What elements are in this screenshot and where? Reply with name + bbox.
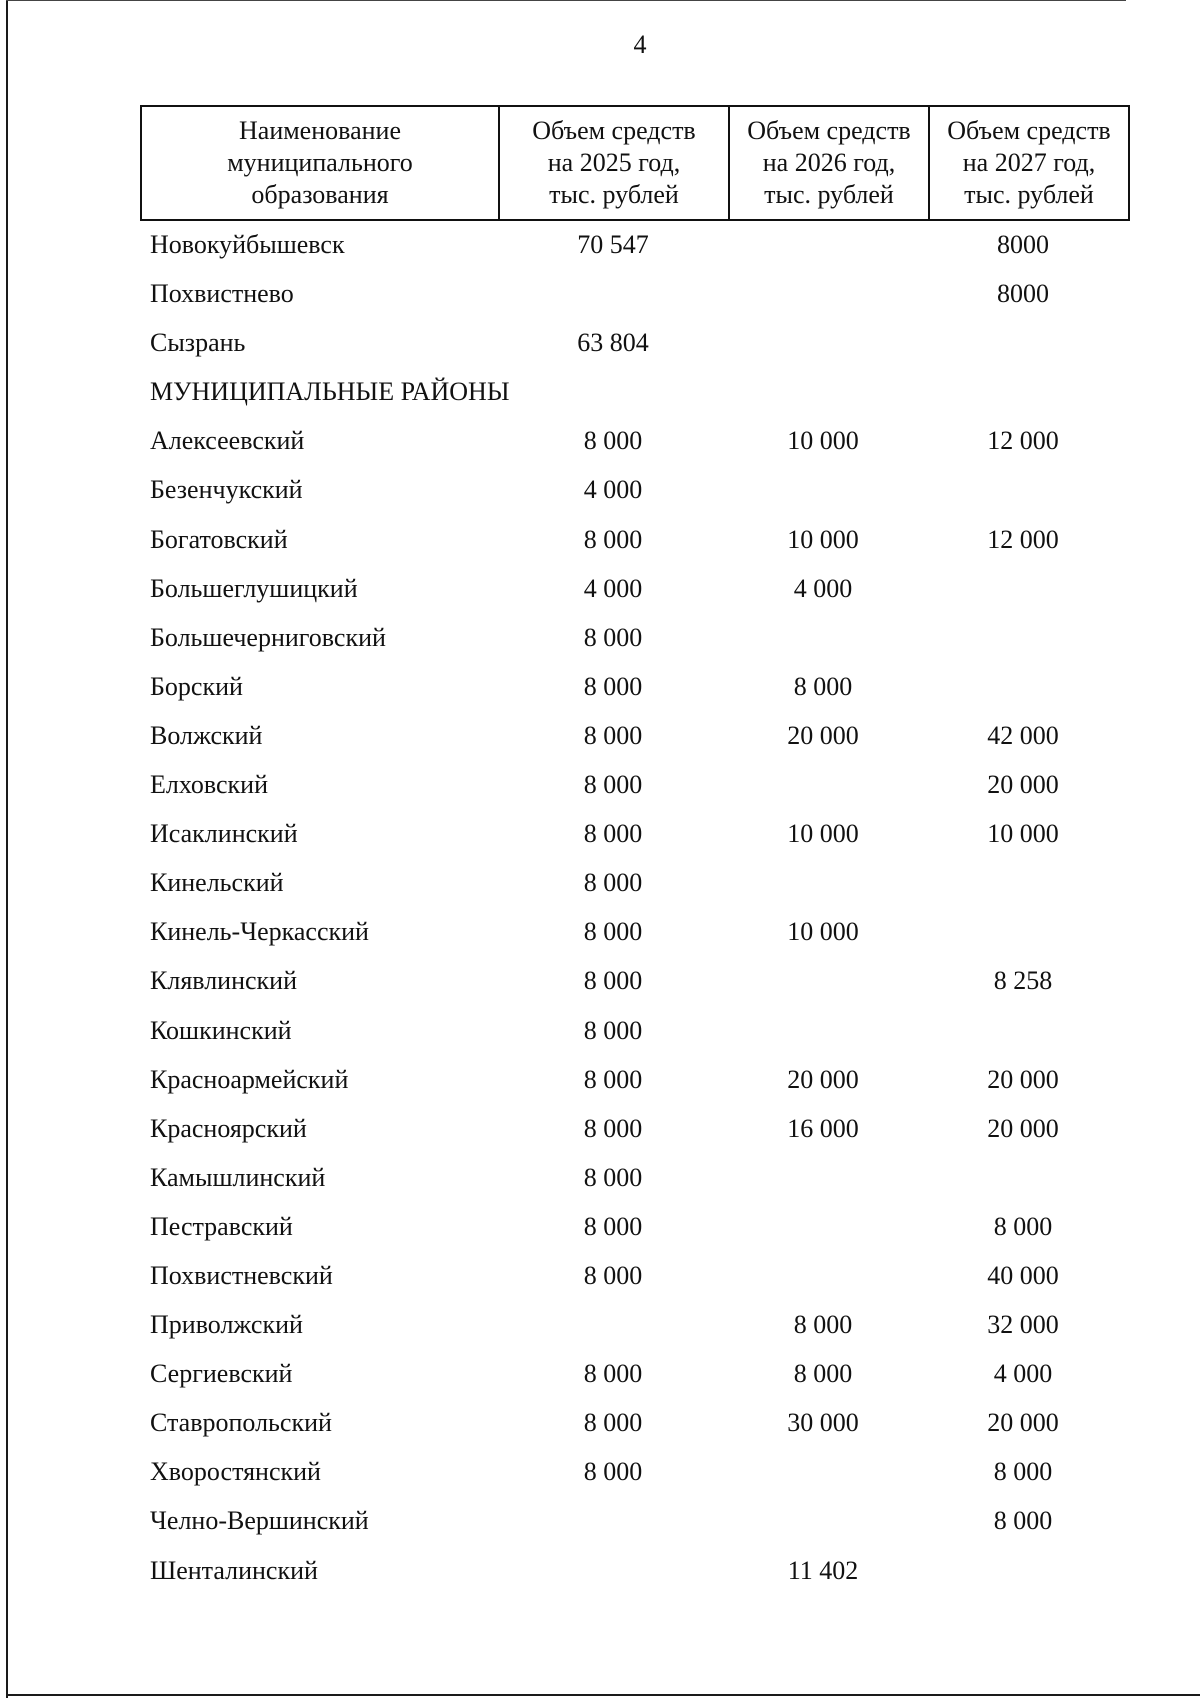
cell-amount-2026: 11 402 [787,1555,859,1585]
table-row [0,465,1200,514]
cell-amount-2027: 8 000 [993,1506,1053,1536]
cell-amount-2025: 8 000 [583,770,643,800]
table-row [0,1300,1200,1349]
cell-amount-2027: 20 000 [987,1064,1059,1094]
cell-amount-2027: 20 000 [987,1408,1059,1438]
cell-amount-2027: 8000 [997,230,1049,259]
cell-amount-2027: 20 000 [987,770,1059,800]
header-col-2027-line-1: Объем средств [947,116,1111,145]
header-col-2025-line-1: Объем средств [532,116,696,145]
table-row [0,1349,1200,1398]
cell-amount-2025: 8 000 [583,1408,643,1438]
cell-amount-2025: 8 000 [583,524,643,554]
cell-municipality: Красноармейский [150,1064,349,1094]
header-col-2025 [499,106,729,220]
page-border-bottom [6,1694,1200,1696]
cell-municipality: Ставропольский [150,1408,332,1438]
table-row [0,760,1200,809]
cell-amount-2025: 4 000 [583,475,643,505]
header-col-2027-line-2: на 2027 год, [962,148,1096,177]
table-row [0,1546,1200,1595]
page-number: 4 [633,30,647,59]
cell-municipality: Алексеевский [150,426,305,456]
cell-amount-2026: 16 000 [787,1113,859,1143]
cell-amount-2027: 42 000 [987,720,1059,750]
cell-municipality: Безенчукский [150,475,303,505]
cell-amount-2025: 8 000 [583,1359,643,1389]
table-row [0,858,1200,907]
cell-amount-2025: 8 000 [583,1162,643,1192]
cell-municipality: Красноярский [150,1113,307,1143]
cell-amount-2026: 20 000 [787,1064,859,1094]
table-row [0,1104,1200,1153]
cell-amount-2027: 8000 [997,279,1049,309]
cell-amount-2026: 8 000 [793,1359,853,1389]
cell-amount-2027: 8 000 [993,1457,1053,1487]
cell-amount-2025: 8 000 [583,426,643,456]
table-header [140,105,1130,221]
cell-municipality: Сергиевский [150,1359,293,1389]
table-row [0,662,1200,711]
header-col-2027 [929,106,1129,220]
cell-amount-2025: 8 000 [583,1064,643,1094]
cell-amount-2027: 4 000 [993,1359,1053,1389]
cell-amount-2027: 20 000 [987,1113,1059,1143]
table-row [0,613,1200,662]
cell-municipality: Большеглушицкий [150,573,358,603]
table-row [0,711,1200,760]
cell-amount-2026: 4 000 [793,573,853,603]
cell-amount-2026: 10 000 [787,426,859,456]
header-col-2027-line-3: тыс. рублей [964,180,1094,209]
cell-amount-2025: 8 000 [583,868,643,898]
table-row [0,1006,1200,1055]
cell-municipality: Елховский [150,770,268,800]
cell-amount-2025: 8 000 [583,1113,643,1143]
cell-municipality: Сызрань [150,328,246,358]
table-row [0,1447,1200,1496]
cell-municipality: Челно-Вершинский [150,1506,369,1536]
cell-amount-2025: 8 000 [583,1211,643,1241]
cell-amount-2027: 32 000 [987,1310,1059,1340]
cell-amount-2025: 8 000 [583,622,643,652]
table-row [0,1153,1200,1202]
table-row [0,367,1200,416]
cell-amount-2026: 20 000 [787,720,859,750]
header-col-2026-line-2: на 2026 год, [762,148,896,177]
cell-amount-2025: 8 000 [583,1015,643,1045]
table-row [0,318,1200,367]
table-row [0,1496,1200,1545]
table-row [0,956,1200,1005]
table-row [0,269,1200,318]
cell-municipality: Похвистневский [150,1260,333,1290]
header-col-name-line-1: Наименование [239,116,401,145]
cell-municipality: Клявлинский [150,966,298,996]
cell-municipality: Хворостянский [150,1457,321,1487]
table-row [0,515,1200,564]
cell-amount-2027: 10 000 [987,819,1059,849]
cell-municipality: Шенталинский [150,1555,318,1585]
cell-amount-2025: 8 000 [583,1457,643,1487]
cell-amount-2025: 70 547 [577,230,649,259]
table-row [0,809,1200,858]
header-col-name [141,106,499,220]
cell-amount-2026: 10 000 [787,524,859,554]
cell-amount-2025: 8 000 [583,966,643,996]
cell-amount-2025: 4 000 [583,573,643,603]
cell-municipality: Кошкинский [150,1015,292,1045]
table-row [0,416,1200,465]
header-col-2025-line-2: на 2025 год, [547,148,681,177]
cell-municipality: Исаклинский [150,819,298,849]
table-row [0,1251,1200,1300]
table-row [0,1398,1200,1447]
cell-amount-2027: 8 000 [993,1211,1053,1241]
header-col-name-line-3: образования [251,180,389,209]
header-row [141,106,1129,220]
cell-amount-2025: 8 000 [583,671,643,701]
cell-amount-2027: 8 258 [993,966,1053,996]
cell-municipality: Борский [150,671,243,701]
table-row [0,907,1200,956]
cell-municipality: МУНИЦИПАЛЬНЫЕ РАЙОНЫ [150,377,510,407]
cell-municipality: Кинельский [150,868,284,898]
cell-municipality: Большечерниговский [150,622,386,652]
cell-amount-2027: 12 000 [987,426,1059,456]
cell-amount-2025: 63 804 [577,328,649,358]
cell-amount-2027: 12 000 [987,524,1059,554]
header-col-2025-line-3: тыс. рублей [549,180,679,209]
cell-municipality: Богатовский [150,524,288,554]
table-row [0,564,1200,613]
table-body [0,220,1200,1595]
cell-amount-2025: 8 000 [583,819,643,849]
page-border-top [6,0,1126,1]
header-col-2026 [729,106,929,220]
cell-amount-2026: 30 000 [787,1408,859,1438]
cell-amount-2026: 10 000 [787,917,859,947]
table-row [0,1055,1200,1104]
cell-amount-2026: 8 000 [793,1310,853,1340]
table-row [0,1202,1200,1251]
cell-municipality: Приволжский [150,1310,303,1340]
cell-municipality: Кинель-Черкасский [150,917,369,947]
cell-municipality: Пестравский [150,1211,293,1241]
header-col-2026-line-3: тыс. рублей [764,180,894,209]
cell-amount-2025: 8 000 [583,917,643,947]
cell-municipality: Новокуйбышевск [150,230,345,259]
cell-municipality: Похвистнево [150,279,294,309]
cell-amount-2027: 40 000 [987,1260,1059,1290]
header-col-name-line-2: муниципального [227,148,413,177]
cell-amount-2026: 8 000 [793,671,853,701]
cell-municipality: Камышлинский [150,1162,326,1192]
cell-amount-2025: 8 000 [583,720,643,750]
cell-amount-2025: 8 000 [583,1260,643,1290]
cell-amount-2026: 10 000 [787,819,859,849]
header-col-2026-line-1: Объем средств [747,116,911,145]
table-row [0,220,1200,269]
cell-municipality: Волжский [150,720,263,750]
